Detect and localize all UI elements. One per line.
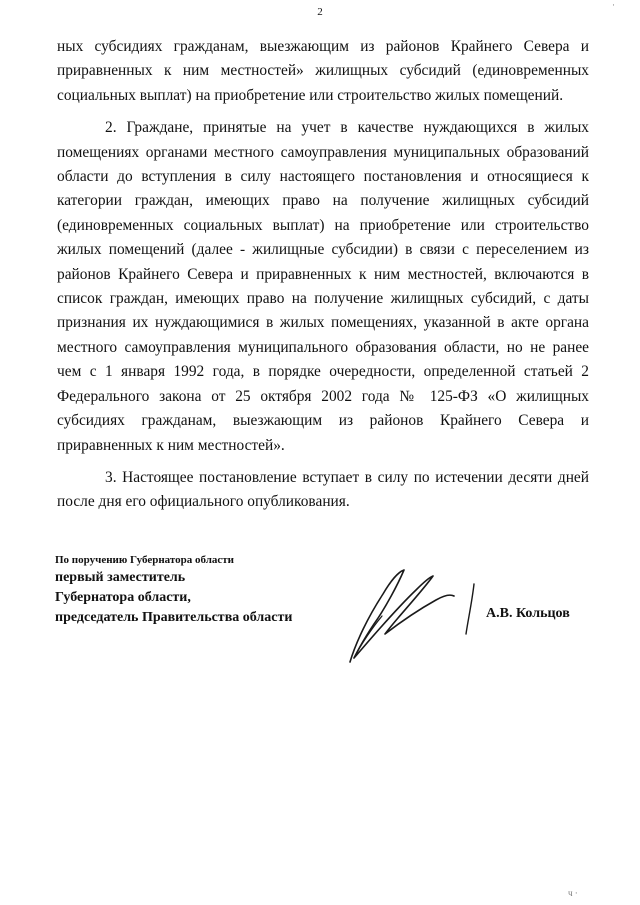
handwritten-signature-icon <box>338 562 488 672</box>
signature-position-line-1: первый заместитель <box>55 570 186 585</box>
corner-mark-bottom: ч · <box>568 888 578 898</box>
paragraph-3: 3. Настоящее постановление вступает в силу по истечении десяти дней после дня его официального опубликования. <box>57 468 589 511</box>
paragraph-2: 2. Граждане, принятые на учет в качестве нуждающихся в жилых помещениях органами местного самоуправления муниципальных образований области до вступления в силу настоящего постановления и относящиеся к категории граждан, имеющих право на получение жилищных субсидий (единовременных социальных выплат) на приобретение или строительство жилых помещений (далее - жилищные субсидии) в связи с переселением из районов Крайнего Севера и приравненных к ним местностей, включаются в список граждан, имеющих право на получение жилищных субсидий, с даты признания их нуждающимися в жилых помещениях, указанной в акте органа местного самоуправления муниципального образования области, но не ранее чем с 1 января 1992 года, в порядке очередности, определенной статьей 2 Федерального закона от 25 октября 2002 года № 125-ФЗ «О жилищных субсидиях гражданам, выезжающим из районов Крайнего Севера и приравненных к ним местностей». <box>57 119 589 454</box>
signature-authority-line: По поручению Губернатора области <box>55 554 235 566</box>
paragraph-continuation: ных субсидиях гражданам, выезжающим из районов Крайнего Севера и приравненных к ним местностей» жилищных субсидий (единовременных социальных выплат) на приобретение или строительство жилых помещений. <box>57 38 589 104</box>
signer-name: А.В. Кольцов <box>486 606 570 621</box>
document-body <box>57 35 589 523</box>
signature-position-line-3: председатель Правительства области <box>55 610 293 625</box>
signature-block <box>55 552 292 628</box>
signature-position-line-2: Губернатора области, <box>55 590 191 605</box>
page-number: 2 <box>317 6 323 18</box>
corner-mark-top: · <box>612 0 615 10</box>
